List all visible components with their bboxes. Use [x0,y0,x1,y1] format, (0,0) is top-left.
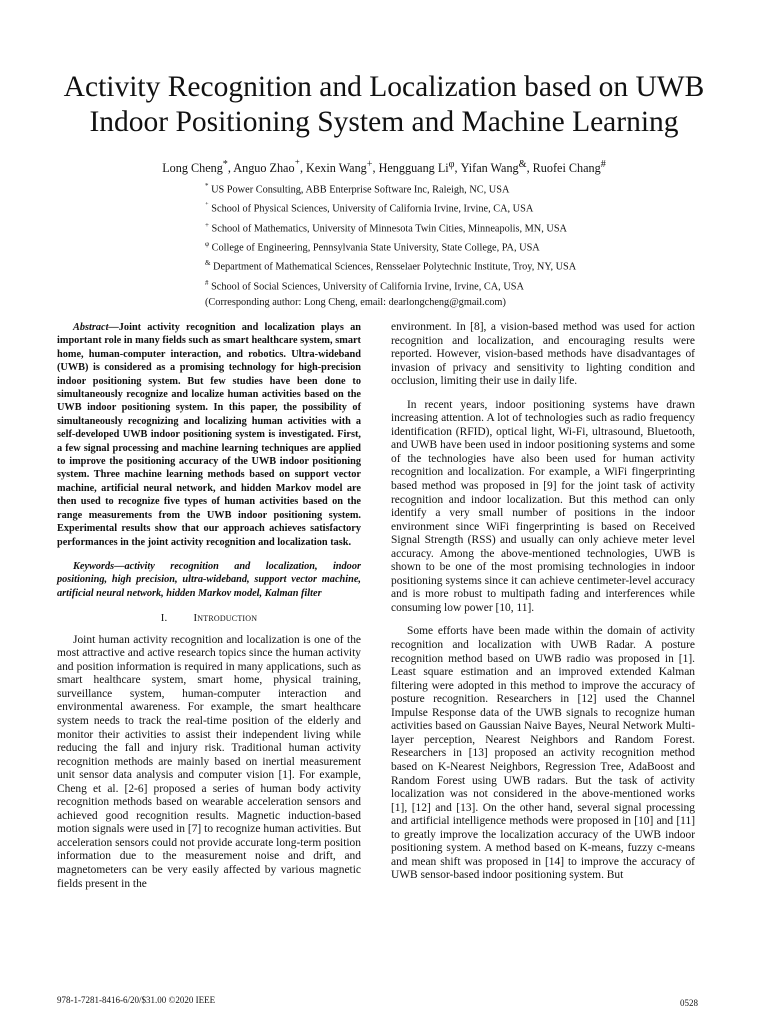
affiliation: & Department of Mathematical Sciences, Rensselaer Polytechnic Institute, Troy, NY, USA [205,259,577,273]
keywords: Keywords—activity recognition and localization, indoor positioning, high precision, ultra-wideband, support vector machine, artificial neural network, hidden Markov model, Kalman filter [57,560,361,599]
section-heading: I. Introduction [160,612,258,625]
author: Hengguang $Li^\varphi$, [378,159,461,176]
body-paragraph: In recent years, indoor positioning systems have drawn increasing attention. A lot of technologies such as radio frequency identification (RFID), optical light, Wi-Fi, ultrasound, Bluetooth, and UWB have been used in indoor positioning systems and some of the technologies have also been used for human activity recognition and localization. For example, a WiFi fingerprinting based method was proposed in [9] for the joint task of activity recognition and indoor localization. But this method can only identify a very small number of positions in the indoor environment since WiFi fingerprinting is based on Received Signal Strength (RSS) and usually can only achieve meter level accuracy. Among the above-mentioned technologies, UWB is shown to be one of the most promising technologies in indoor positioning systems since it can achieve centimeter-level accuracy and is more robust to multipath fading and interferences while consuming low power [10, 11]. [391,398,695,614]
right-column [391,321,695,883]
author: Yifan Wang&, [460,159,533,176]
intro-paragraph: Joint human activity recognition and localization is one of the most attractive and active research topics since the human activity and position information is required in many applications, such as smart healthcare system, smart home, physical training, surveillance system, human-computer interaction and environmental awareness. For example, the smart healthcare system needs to track the real-time position of the elderly and monitor their activities to assist their independent living while reducing the fall and injury risk. Traditional human activity recognition methods are mainly based on inertial measurement unit sensor data analysis and computer vision [1]. For example, Cheng et al. [2-6] proposed a series of human body activity recognition methods based on wearable acceleration sensors and achieved good recognition results. Magnetic induction-based motion signals were used in [7] to recognize human activities. But acceleration sensors could not provide accurate long-term position information due to the measurement noise and drift, and magnetometers can be very easily affected by various magnetic fields present in the [57,633,361,890]
title-line-2: Indoor Positioning System and Machine Learning [89,106,679,138]
affiliation-list [205,179,725,311]
left-column [57,321,361,891]
affiliation: $^\varphi$ College of Engineering, Pennsylvania State University, State College, PA, USA [205,239,540,254]
author: Kexin Wang+, [306,159,379,176]
affiliation: # School of Social Sciences, University of California Irvine, Irvine, CA, USA [205,278,524,293]
author-list [40,157,728,176]
title-line-1: Activity Recognition and Localization based on UWB [63,71,705,103]
body-paragraph: environment. In [8], a vision-based method was used for action recognition and localization, and encouraging results were reported. However, vision-based methods have disadvantages of invasion of privacy and sensitivity to lighting condition and occlusion, limiting their use in daily life. [391,321,695,388]
author: Ruofei Chang# [532,159,606,176]
author: Long Cheng*, [162,159,234,176]
affiliation: ⁺ School of Physical Sciences, University of California Irvine, Irvine, CA, USA [205,201,534,215]
corresponding-author: (Corresponding author: Long Cheng, email: dearlongcheng@gmail.com) [205,296,506,308]
affiliation: + School of Mathematics, University of Minnesota Twin Cities, Minneapolis, MN, USA [205,220,567,235]
abstract: Abstract—Joint activity recognition and localization plays an important role in many fields such as smart healthcare system, smart home, human-computer interaction, and robotics. Ultra-wideband (UWB) is considered as a promising technology for high-precision indoor positioning system. But few studies have been done to simultaneously recognize and localize human activities based on the UWB indoor positioning system. In this paper, the possibility of simultaneously recognizing and localizing human activities with a self-developed UWB indoor positioning system is investigated. First, a few signal processing and machine learning techniques are applied to improve the positioning accuracy of the UWB indoor positioning system. Three machine learning methods based on support vector machine, artificial neural network, and hidden Markov model are then used to recognize five types of human activities based on the range measurements from the UWB indoor positioning system. Experimental results show that our approach achieves satisfactory performances in the joint activity recognition and localization task. [57,322,361,548]
copyright-footer: 978-1-7281-8416-6/20/$31.00 ©2020 IEEE [57,995,216,1005]
author: Anguo Zhao⁺, [233,159,307,176]
affiliation: * US Power Consulting, ABB Enterprise Software Inc, Raleigh, NC, USA [205,182,510,196]
page-number: 0528 [680,998,698,1008]
paper-title [40,70,728,140]
body-paragraph: Some efforts have been made within the domain of activity recognition and localization with UWB Radar. A posture recognition method based on UWB radio was proposed in [1]. Least square estimation and an improved extended Kalman filtering were adopted in this method to improve the accuracy of posture recognition. Researchers in [12] used the Channel Impulse Response data of the UWB signals to recognize human activities based on Gaussian Naive Bayes, Neural Network Multi-layer perception, Nearest Neighbors and Random Forest. Researchers in [13] proposed an activity recognition method based on K-Nearest Neighbors, Regression Tree, AdaBoost and Random Forest using UWB radars. But the task of activity localization was not considered in the above-mentioned works [1], [12] and [13]. On the other hand, several signal processing and artificial intelligence methods were proposed in [10] and [11] to greatly improve the localization accuracy of the UWB indoor positioning system. A method based on K-means, fuzzy c-means and mean shift was proposed in [14] to improve the accuracy of UWB sensor-based indoor positioning system. But [391,625,695,882]
